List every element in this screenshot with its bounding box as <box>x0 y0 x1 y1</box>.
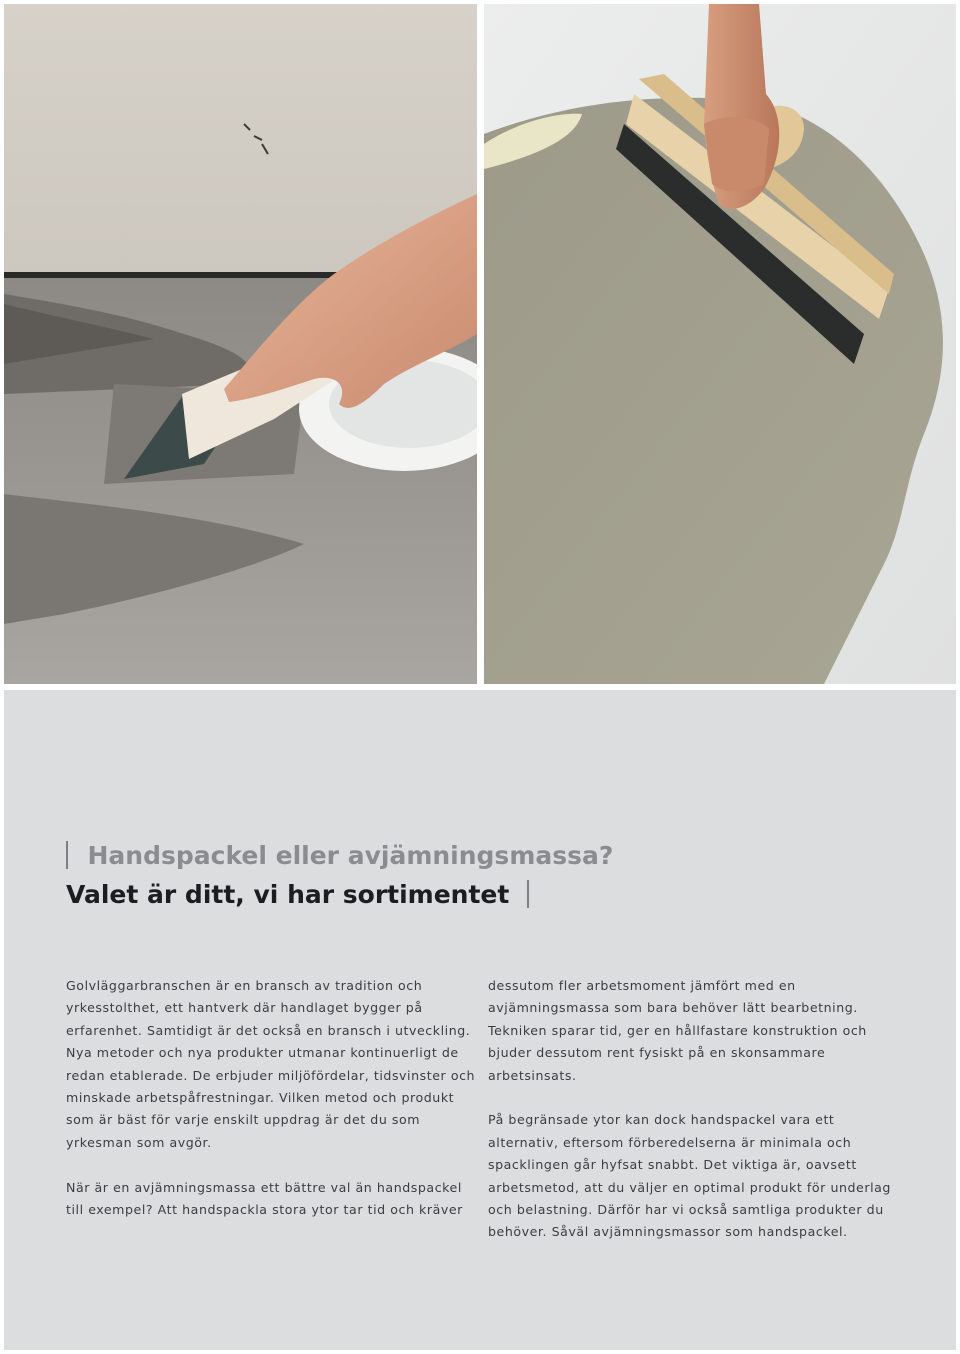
headline-line-1 <box>66 838 906 872</box>
body-paragraph: På begränsade ytor kan dock handspackel vara ett alternativ, eftersom förberedelserna är minimala och spacklingen går hyfsat snabbt. Det viktiga är, oavsett arbetsmetod, att du väljer en optimal produkt för underlag och belastning. Därför har vi också samtliga produkter du behöver. Såväl avjämningsmassor som handspackel. <box>488 1112 891 1240</box>
headline-bar-left <box>66 841 68 869</box>
body-paragraph: Golvläggarbranschen är en bransch av tradition och yrkesstolthet, ett hantverk där handlaget bygger på erfarenhet. Samtidigt är det också en bransch i utveckling. Nya metoder och nya produkter utmanar kontinuerligt de redan etablerade. De erbjuder miljöfördelar, tidsvinster och minskade arbetspåfrestningar. Vilken metod och produkt som är bäst för varje enskilt uppdrag är det du som yrkesman som avgör. <box>66 978 476 1150</box>
photo-leveling-compound <box>484 4 956 684</box>
photo-leveling-compound-image <box>484 4 956 684</box>
headline <box>66 838 906 914</box>
photo-hand-spackling-image <box>4 4 477 684</box>
body-paragraph: När är en avjämningsmassa ett bättre val än handspackel till exempel? Att handspackla stora ytor tar tid och kräver <box>66 1179 463 1218</box>
headline-bar-right <box>527 880 529 908</box>
body-paragraph: dessutom fler arbetsmoment jämfört med en avjämningsmassa som bara behöver lätt bearbetning. Tekniken sparar tid, ger en hållfastare konstruktion och bjuder dessutom rent fysiskt på en skonsammare arbetsinsats. <box>488 978 867 1083</box>
headline-statement: Valet är ditt, vi har sortimentet <box>66 879 510 909</box>
headline-question: Handspackel eller avjämningsmassa? <box>87 840 614 870</box>
body-column-right <box>488 975 898 1244</box>
body-column-left <box>66 975 476 1221</box>
headline-line-2 <box>66 874 906 914</box>
photo-hand-spackling <box>4 4 477 684</box>
